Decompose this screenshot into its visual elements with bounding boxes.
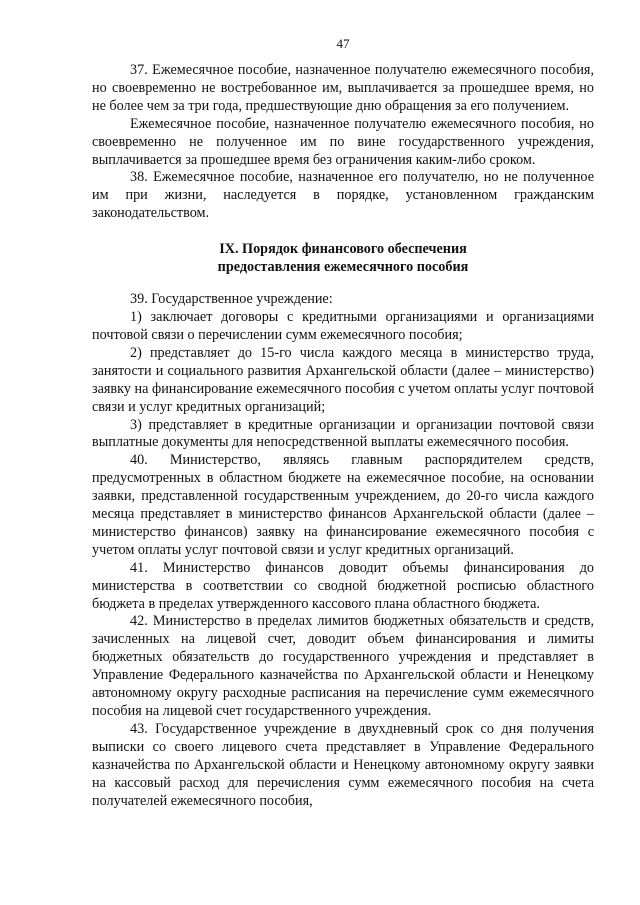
- paragraph-38: 38. Ежемесячное пособие, назначенное его получателю, но не полученное им при жизни, наследуется в порядке, установленном гражданским законодательством.: [92, 169, 594, 222]
- paragraph-42: 42. Министерство в пределах лимитов бюджетных обязательств и средств, зачисленных на лицевой счет, доводит объем финансирования и лимиты бюджетных обязательств до государственного учреждения и представляет в Управление Федерального казначейства по Архангельской области и Ненецкому автономному округу расходные расписания на перечисление сумм ежемесячного пособия на лицевой счет государственного учреждения.: [92, 613, 594, 719]
- section-heading-line-2: предоставления ежемесячного пособия: [217, 259, 469, 276]
- paragraph-39-item-1: 1) заключает договоры с кредитными организациями и организациями почтовой связи о перечислении сумм ежемесячного пособия;: [92, 309, 594, 343]
- paragraph-43: 43. Государственное учреждение в двухдневный срок со дня получения выписки со своего лицевого счета представляет в Управление Федерального казначейства по Архангельской области и Ненецкому автономному округу заявки на кассовый расход для перечисления сумм ежемесячного пособия на счета получателей ежемесячного пособия,: [92, 720, 594, 809]
- paragraph-40: 40. Министерство, являясь главным распорядителем средств, предусмотренных в областном бюджете на ежемесячное пособие, на основании заявки, представленной государственным учреждением, до 20-го числа каждого месяца представляет в министерство финансов Архангельской области (далее – министерство финансов) заявку на финансирование ежемесячного пособия с учетом оплаты услуг почтовой связи и услуг кредитных организаций.: [92, 452, 594, 558]
- paragraph-37-continued: Ежемесячное пособие, назначенное получателю ежемесячного пособия, но своевременно не полученное им по вине государственного учреждения, выплачивается за прошедшее время без ограничения каким-либо сроком.: [92, 115, 594, 168]
- paragraph-39-item-3: 3) представляет в кредитные организации и организации почтовой связи выплатные документы для непосредственной выплаты ежемесячного пособия.: [92, 416, 594, 451]
- section-heading: [92, 240, 594, 276]
- paragraph-41: 41. Министерство финансов доводит объемы финансирования до министерства в соответствии со сводной бюджетной росписью областного бюджета в пределах утвержденного кассового плана областного бюджета.: [92, 559, 594, 612]
- paragraph-39-item-2: 2) представляет до 15-го числа каждого месяца в министерство труда, занятости и социального развития Архангельской области (далее – министерство) заявку на финансирование ежемесячного пособия с учетом оплаты услуг почтовой связи и услуг кредитных организаций;: [92, 344, 594, 415]
- document-page: [92, 36, 594, 810]
- paragraph-39: 39. Государственное учреждение:: [130, 291, 333, 308]
- section-heading-line-1: IX. Порядок финансового обеспечения: [219, 241, 467, 258]
- paragraph-37: 37. Ежемесячное пособие, назначенное получателю ежемесячного пособия, но своевременно не востребованное им, выплачивается за прошедшее время, но не более чем за три года, предшествующие дню обращения за его получением.: [92, 62, 594, 114]
- page-number: 47: [336, 36, 350, 51]
